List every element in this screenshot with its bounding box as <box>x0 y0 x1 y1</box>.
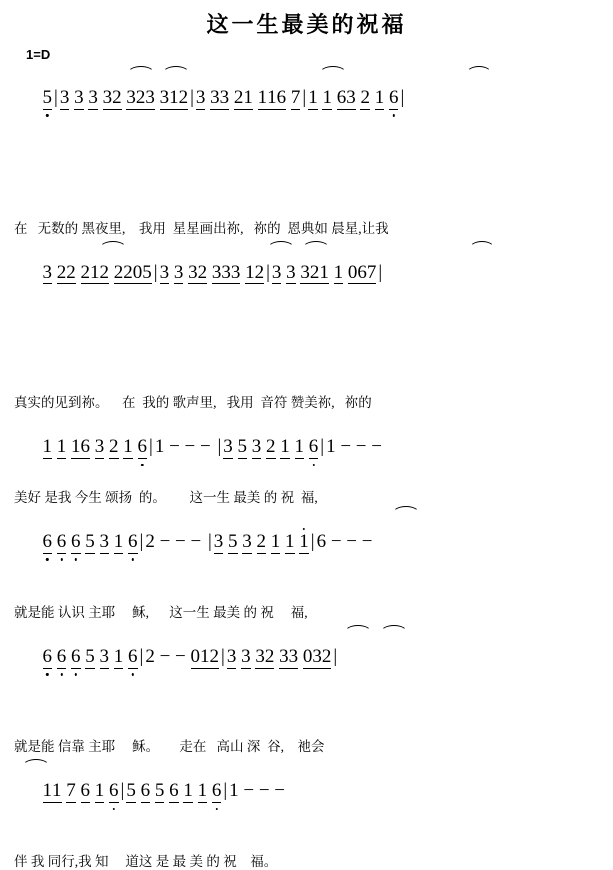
note-row-5: 6 6 6 5 3 1 6 | 2 − − 012 | 3 3 32 33 032 | <box>14 627 605 729</box>
lyric-row-1: 在 无数的 黑夜里, 我用 星星画出祢, 祢的 恩典如 晨星,让我 <box>14 220 389 236</box>
note-row-3: 1 1 16 3 2 1 6 | 1 − − − | 3 5 3 2 1 1 6 | 1 − − − <box>42 436 382 458</box>
key-signature: 1=D <box>26 47 51 62</box>
lyric-row-6: 伴 我 同行,我 知 道这 是 最 美 的 祝 福。 <box>14 854 278 870</box>
music-system-3 <box>8 417 605 506</box>
music-system-5 <box>8 627 605 756</box>
page-title: 这一生最美的祝福 <box>206 12 407 37</box>
music-system-4 <box>8 512 605 621</box>
lyric-row-3: 美好 是我 今生 颂扬 的。 这一生 最美 的 祝 福, <box>14 489 318 505</box>
music-system-1 <box>8 68 605 237</box>
music-system-6 <box>8 761 605 870</box>
lyric-row-2: 真实的见到祢。 在 我的 歌声里, 我用 音符 赞美祢, 祢的 <box>14 395 372 411</box>
note-row-1: 5 | 3 3 3 32 323 312 | 3 33 21 116 7 | 1 1 63 2 1 6 | <box>14 68 605 210</box>
note-row-6: 11 7 6 1 6 | 5 6 5 6 1 1 6 | 1 − − − <box>14 761 605 843</box>
lyric-row-4: 就是能 认识 主耶 稣, 这一生 最美 的 祝 福, <box>14 604 308 620</box>
lyric-row-5: 就是能 信靠 主耶 稣。 走在 高山 深 谷, 祂会 <box>14 739 325 755</box>
note-row-2: 3 22 212 2205 | 3 3 32 333 12 | 3 3 321 1 067 | <box>14 243 605 385</box>
music-system-2 <box>8 243 605 412</box>
note-row-4: 6 6 6 5 3 1 6 | 2 − − − | 3 5 3 2 1 1 1 | 6 − − − <box>14 512 605 594</box>
